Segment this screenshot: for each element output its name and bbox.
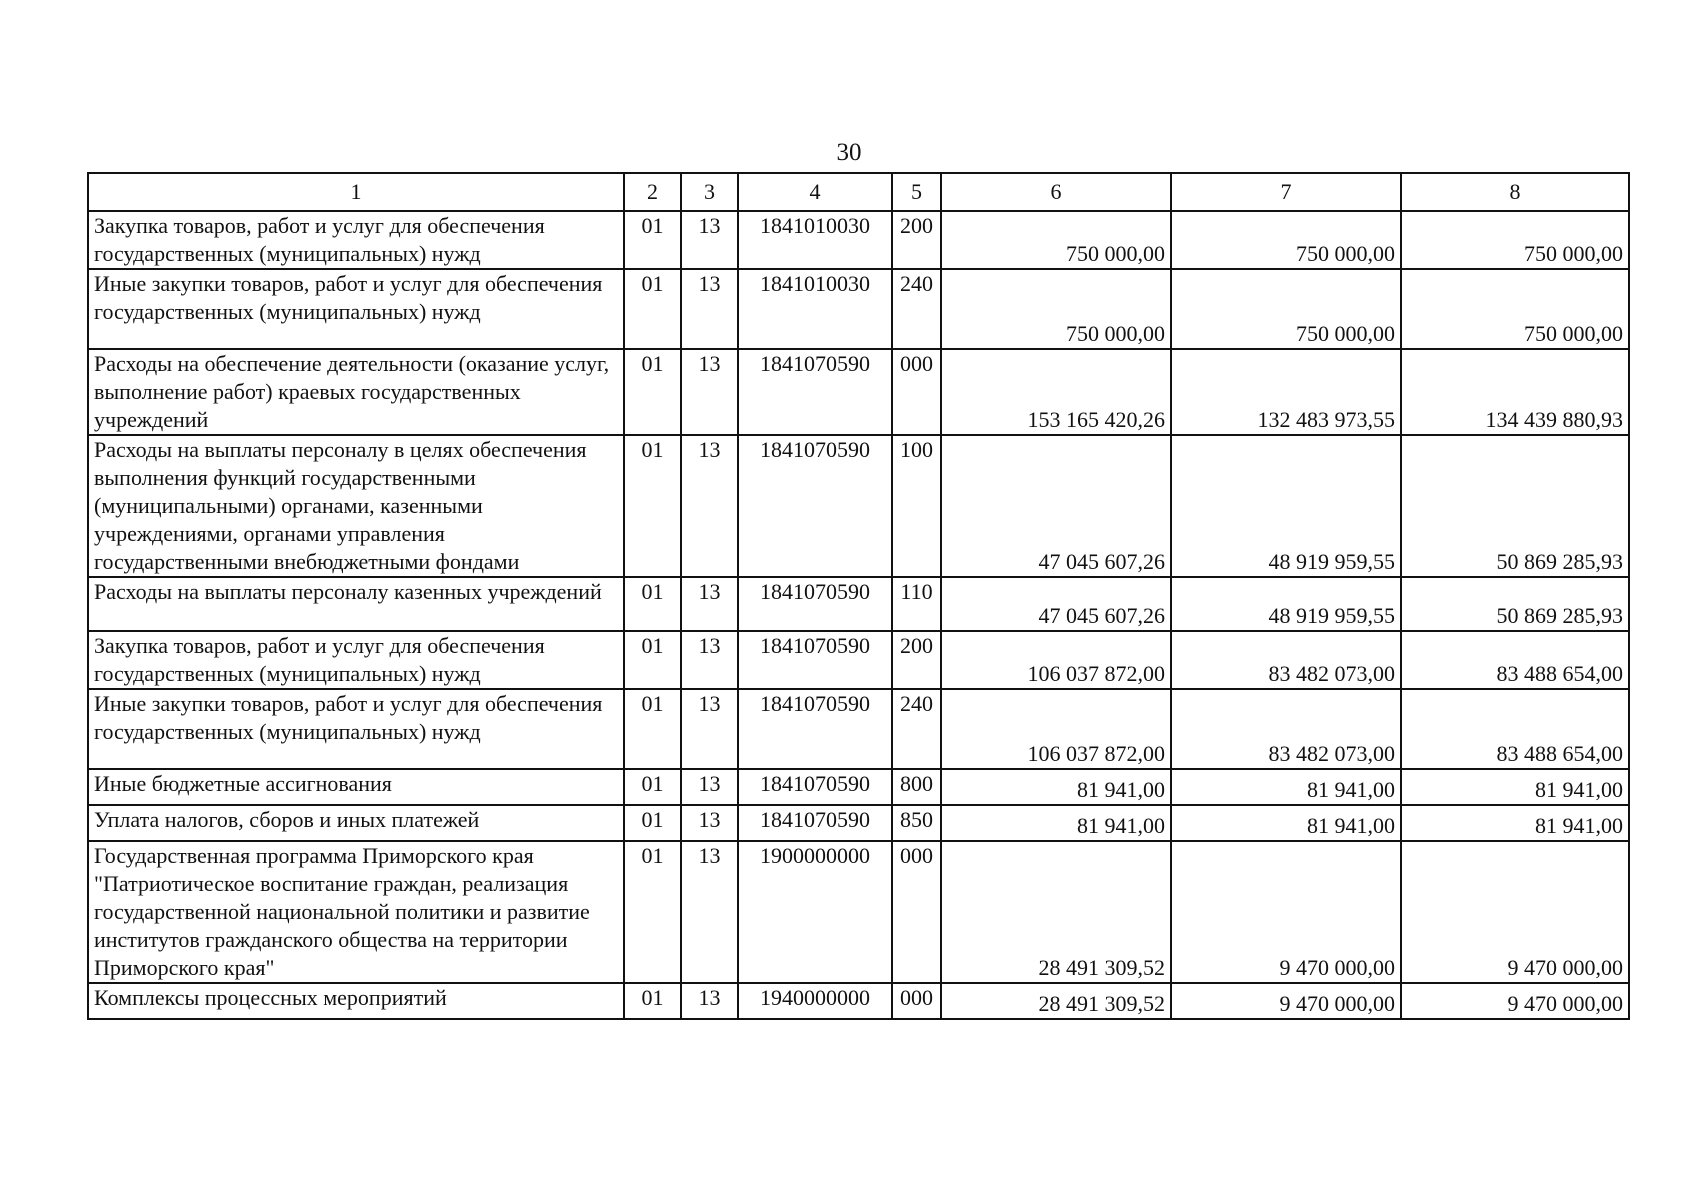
section-code-cell: 01	[624, 631, 681, 689]
amount-col6-cell: 47 045 607,26	[941, 577, 1171, 631]
table-row	[88, 983, 1629, 1019]
expense-type-cell: 800	[892, 769, 941, 805]
expense-type-cell: 110	[892, 577, 941, 631]
target-article-cell: 1841010030	[738, 269, 892, 349]
amount-col6-cell: 47 045 607,26	[941, 435, 1171, 577]
section-code-cell: 01	[624, 689, 681, 769]
amount-col8-cell: 81 941,00	[1401, 805, 1629, 841]
target-article-cell: 1841070590	[738, 631, 892, 689]
subsection-code-cell: 13	[681, 631, 738, 689]
amount-col6-cell: 28 491 309,52	[941, 841, 1171, 983]
amount-col6-cell: 106 037 872,00	[941, 689, 1171, 769]
section-code-cell: 01	[624, 769, 681, 805]
expense-type-cell: 000	[892, 841, 941, 983]
section-code-cell: 01	[624, 269, 681, 349]
amount-col8-cell: 50 869 285,93	[1401, 435, 1629, 577]
subsection-code-cell: 13	[681, 689, 738, 769]
table-row	[88, 211, 1629, 269]
section-code-cell: 01	[624, 435, 681, 577]
amount-col7-cell: 48 919 959,55	[1171, 435, 1401, 577]
amount-col7-cell: 81 941,00	[1171, 805, 1401, 841]
amount-col8-cell: 750 000,00	[1401, 211, 1629, 269]
row-name-cell: Иные закупки товаров, работ и услуг для обеспечения государственных (муниципальных) нужд	[88, 269, 624, 349]
section-code-cell: 01	[624, 577, 681, 631]
amount-col7-cell: 48 919 959,55	[1171, 577, 1401, 631]
section-code-cell: 01	[624, 349, 681, 435]
amount-col8-cell: 9 470 000,00	[1401, 841, 1629, 983]
table-row	[88, 269, 1629, 349]
table-row	[88, 577, 1629, 631]
subsection-code-cell: 13	[681, 983, 738, 1019]
amount-col8-cell: 9 470 000,00	[1401, 983, 1629, 1019]
target-article-cell: 1841070590	[738, 349, 892, 435]
expense-type-cell: 240	[892, 269, 941, 349]
amount-col8-cell: 83 488 654,00	[1401, 689, 1629, 769]
header-cell: 7	[1171, 173, 1401, 211]
expense-type-cell: 200	[892, 631, 941, 689]
target-article-cell: 1841070590	[738, 689, 892, 769]
table-row	[88, 769, 1629, 805]
amount-col6-cell: 153 165 420,26	[941, 349, 1171, 435]
page-number: 30	[836, 139, 862, 166]
expense-type-cell: 200	[892, 211, 941, 269]
budget-table	[87, 172, 1630, 1020]
row-name-cell: Уплата налогов, сборов и иных платежей	[88, 805, 624, 841]
subsection-code-cell: 13	[681, 269, 738, 349]
row-name-cell: Иные закупки товаров, работ и услуг для обеспечения государственных (муниципальных) нужд	[88, 689, 624, 769]
expense-type-cell: 000	[892, 983, 941, 1019]
target-article-cell: 1841070590	[738, 769, 892, 805]
row-name-cell: Государственная программа Приморского края "Патриотическое воспитание граждан, реализация государственной национальной политики и развитие институтов гражданского общества на территории Приморского края"	[88, 841, 624, 983]
table-header-row	[88, 173, 1629, 211]
amount-col8-cell: 750 000,00	[1401, 269, 1629, 349]
amount-col6-cell: 750 000,00	[941, 269, 1171, 349]
amount-col6-cell: 81 941,00	[941, 805, 1171, 841]
header-cell: 4	[738, 173, 892, 211]
expense-type-cell: 000	[892, 349, 941, 435]
row-name-cell: Расходы на выплаты персоналу казенных учреждений	[88, 577, 624, 631]
amount-col6-cell: 28 491 309,52	[941, 983, 1171, 1019]
header-cell: 8	[1401, 173, 1629, 211]
target-article-cell: 1841070590	[738, 805, 892, 841]
subsection-code-cell: 13	[681, 211, 738, 269]
amount-col7-cell: 83 482 073,00	[1171, 689, 1401, 769]
target-article-cell: 1841070590	[738, 577, 892, 631]
header-cell: 3	[681, 173, 738, 211]
expense-type-cell: 100	[892, 435, 941, 577]
header-cell: 2	[624, 173, 681, 211]
table-row	[88, 435, 1629, 577]
target-article-cell: 1841070590	[738, 435, 892, 577]
amount-col7-cell: 9 470 000,00	[1171, 983, 1401, 1019]
section-code-cell: 01	[624, 841, 681, 983]
amount-col7-cell: 9 470 000,00	[1171, 841, 1401, 983]
row-name-cell: Иные бюджетные ассигнования	[88, 769, 624, 805]
subsection-code-cell: 13	[681, 841, 738, 983]
subsection-code-cell: 13	[681, 769, 738, 805]
expense-type-cell: 240	[892, 689, 941, 769]
subsection-code-cell: 13	[681, 805, 738, 841]
expense-type-cell: 850	[892, 805, 941, 841]
subsection-code-cell: 13	[681, 435, 738, 577]
amount-col8-cell: 134 439 880,93	[1401, 349, 1629, 435]
row-name-cell: Расходы на выплаты персоналу в целях обеспечения выполнения функций государственными (муниципальными) органами, казенными учреждениями, органами управления государственными внебюджетными фондами	[88, 435, 624, 577]
row-name-cell: Закупка товаров, работ и услуг для обеспечения государственных (муниципальных) нужд	[88, 631, 624, 689]
header-cell: 1	[88, 173, 624, 211]
header-cell: 5	[892, 173, 941, 211]
target-article-cell: 1900000000	[738, 841, 892, 983]
header-cell: 6	[941, 173, 1171, 211]
amount-col6-cell: 81 941,00	[941, 769, 1171, 805]
table-row	[88, 805, 1629, 841]
table-row	[88, 689, 1629, 769]
subsection-code-cell: 13	[681, 577, 738, 631]
row-name-cell: Расходы на обеспечение деятельности (оказание услуг, выполнение работ) краевых государственных учреждений	[88, 349, 624, 435]
amount-col7-cell: 83 482 073,00	[1171, 631, 1401, 689]
table-row	[88, 631, 1629, 689]
amount-col7-cell: 750 000,00	[1171, 211, 1401, 269]
table-row	[88, 841, 1629, 983]
amount-col8-cell: 83 488 654,00	[1401, 631, 1629, 689]
amount-col6-cell: 106 037 872,00	[941, 631, 1171, 689]
row-name-cell: Закупка товаров, работ и услуг для обеспечения государственных (муниципальных) нужд	[88, 211, 624, 269]
row-name-cell: Комплексы процессных мероприятий	[88, 983, 624, 1019]
section-code-cell: 01	[624, 805, 681, 841]
amount-col7-cell: 750 000,00	[1171, 269, 1401, 349]
target-article-cell: 1841010030	[738, 211, 892, 269]
amount-col8-cell: 50 869 285,93	[1401, 577, 1629, 631]
amount-col7-cell: 81 941,00	[1171, 769, 1401, 805]
section-code-cell: 01	[624, 983, 681, 1019]
amount-col8-cell: 81 941,00	[1401, 769, 1629, 805]
table-row	[88, 349, 1629, 435]
section-code-cell: 01	[624, 211, 681, 269]
amount-col6-cell: 750 000,00	[941, 211, 1171, 269]
target-article-cell: 1940000000	[738, 983, 892, 1019]
amount-col7-cell: 132 483 973,55	[1171, 349, 1401, 435]
subsection-code-cell: 13	[681, 349, 738, 435]
